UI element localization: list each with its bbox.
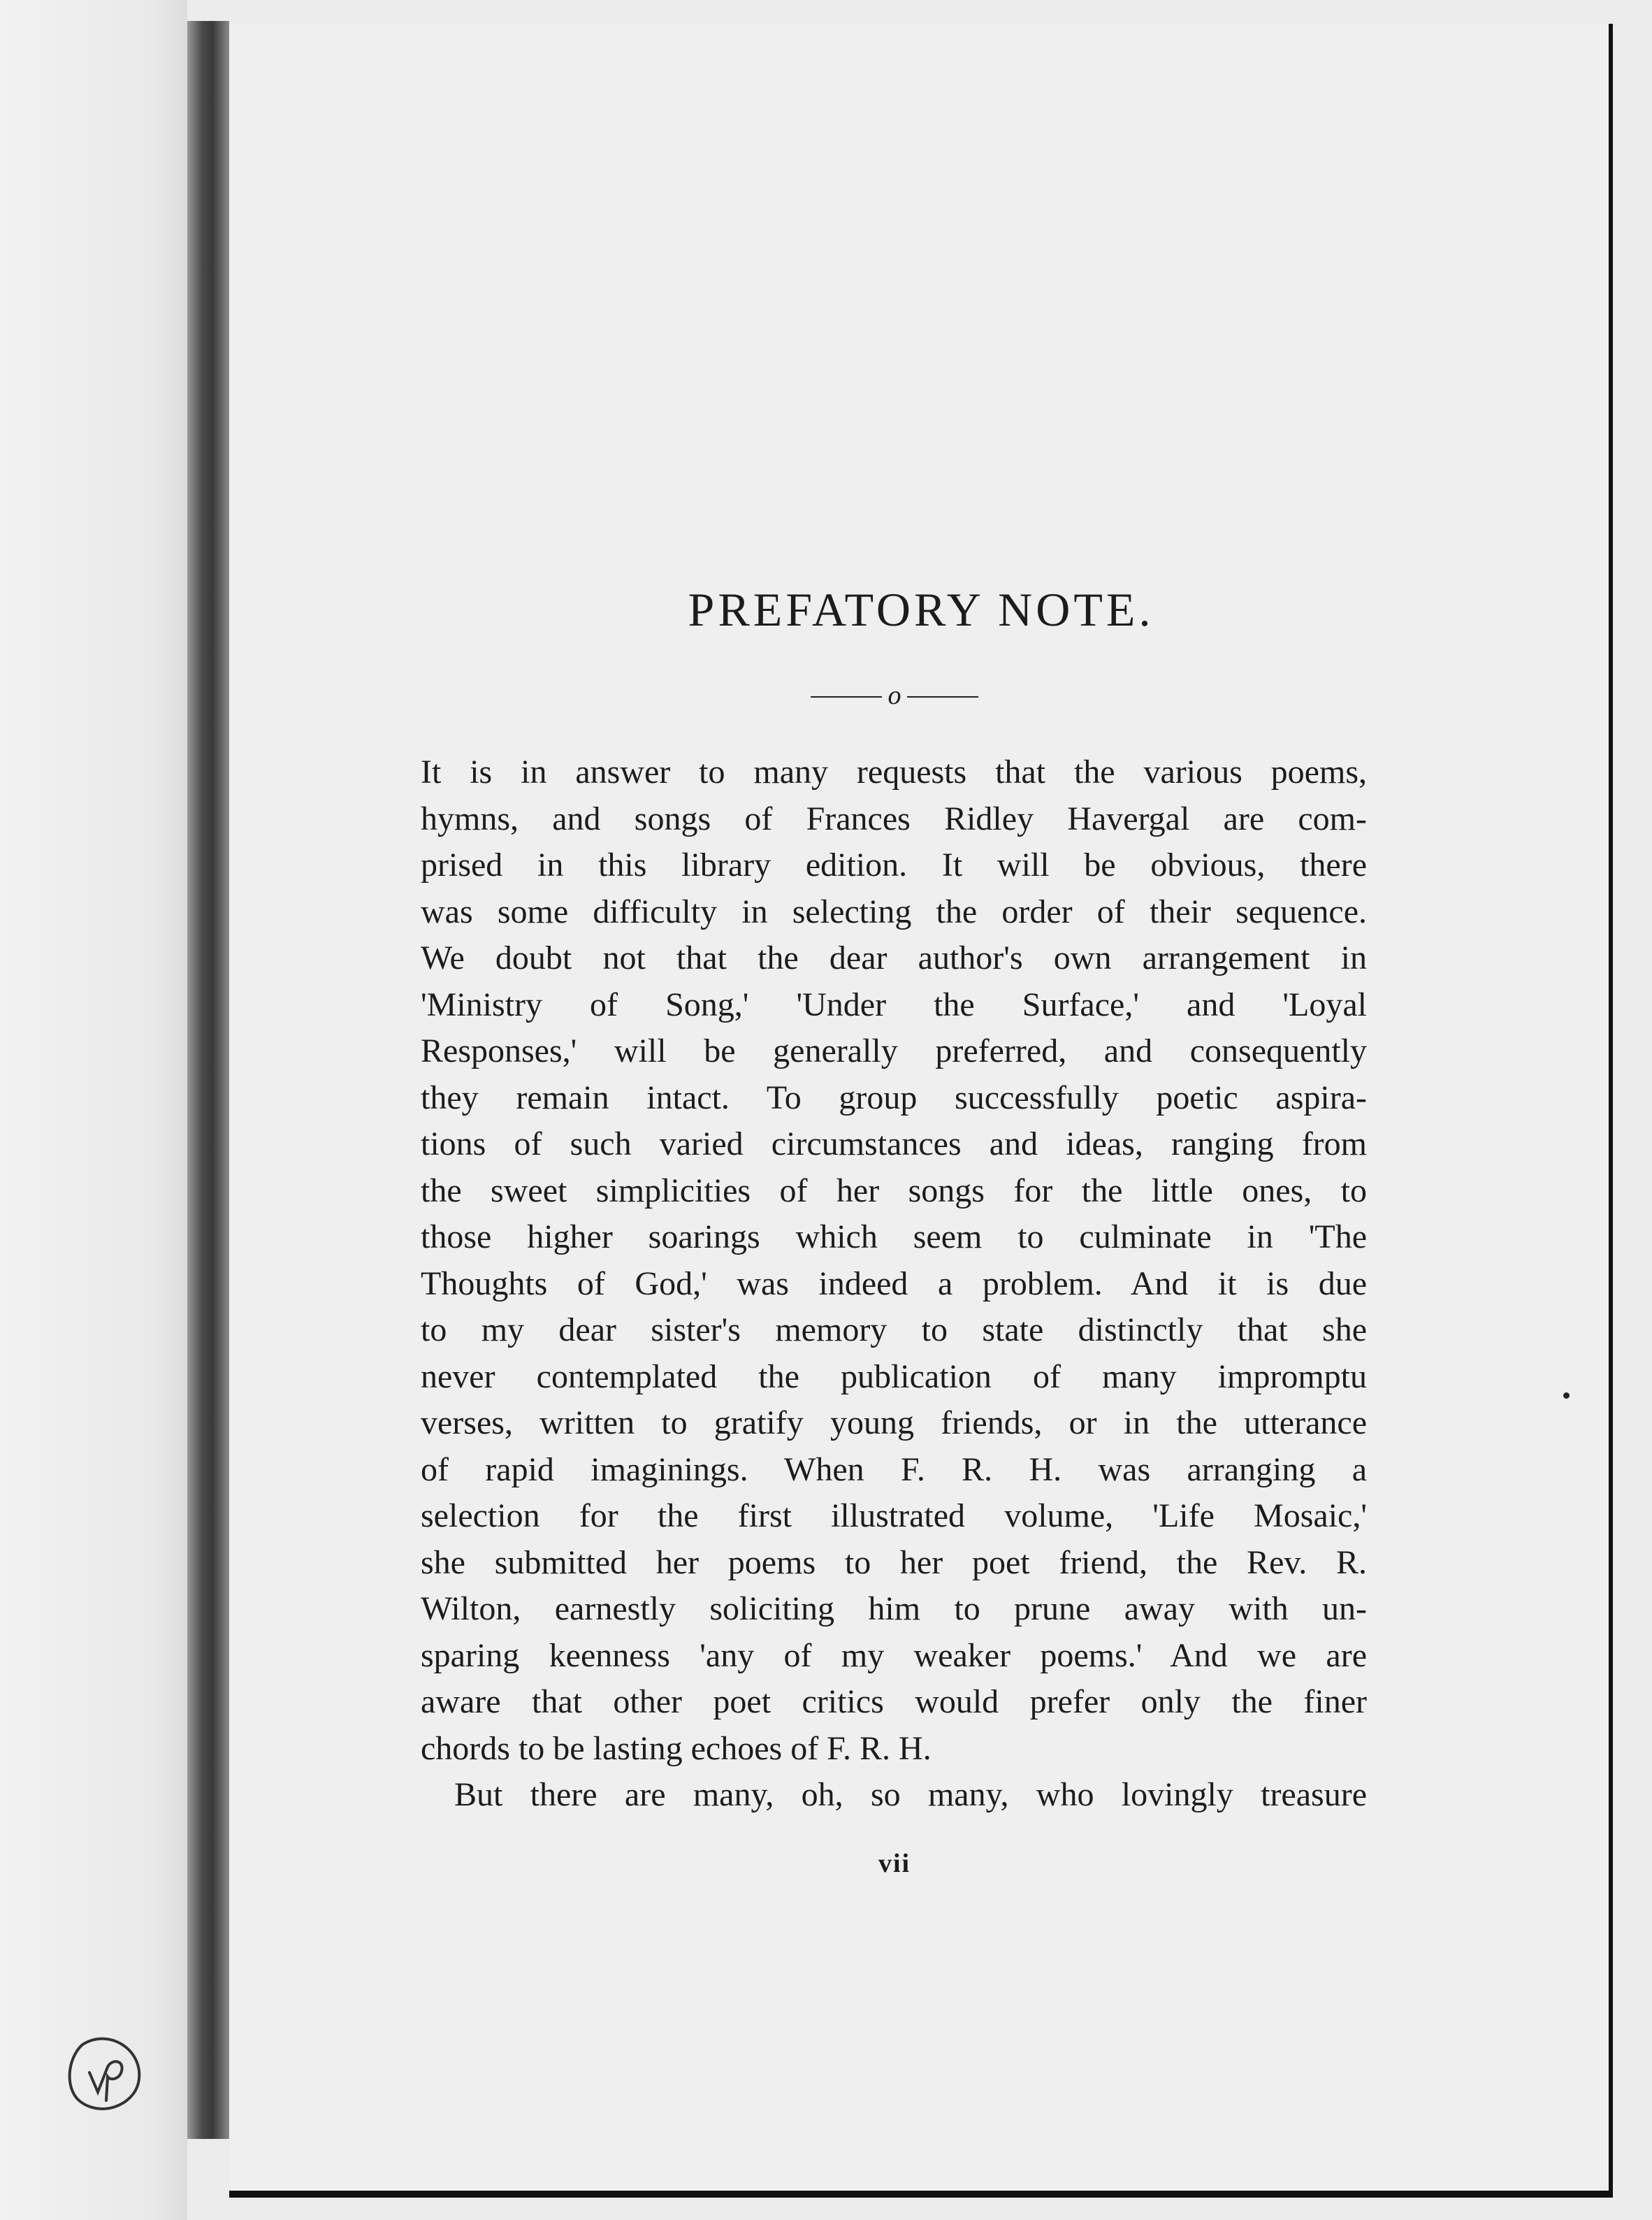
text-line: never contemplated the publication of many impromptu — [421, 1357, 1367, 1395]
text-line: prised in this library edition. It will be obvious, there — [421, 846, 1367, 884]
text-line: verses, written to gratify young friends, or in the utterance — [421, 1404, 1367, 1441]
text-line: she submitted her poems to her poet friend, the Rev. R. — [421, 1543, 1367, 1581]
text-line: the sweet simplicities of her songs for the little ones, to — [421, 1172, 1367, 1209]
ornament-rule-right — [907, 696, 978, 698]
text-line: sparing keenness 'any of my weaker poems.' And we are — [421, 1636, 1367, 1674]
text-line: But there are many, oh, so many, who lovingly treasure — [454, 1776, 1367, 1813]
text-line: Thoughts of God,' was indeed a problem. And it is due — [421, 1264, 1367, 1302]
ornament-rule-left — [811, 696, 882, 698]
left-page — [0, 0, 187, 2220]
text-line: We doubt not that the dear author's own arrangement in — [421, 939, 1367, 976]
page-title: PREFATORY NOTE. — [688, 583, 1154, 636]
text-line: It is in answer to many requests that the various poems, — [421, 754, 1367, 791]
ornament-letter: o — [887, 681, 901, 710]
text-line: was some difficulty in selecting the order of their sequence. — [421, 893, 1367, 930]
text-line: those higher soarings which seem to culminate in 'The — [421, 1218, 1367, 1255]
text-line: hymns, and songs of Frances Ridley Havergal are com- — [421, 800, 1367, 837]
text-line: 'Ministry of Song,' 'Under the Surface,' and 'Loyal — [421, 986, 1367, 1023]
library-stamp-icon — [61, 2031, 147, 2116]
text-line: Wilton, earnestly soliciting him to prune away with un- — [421, 1590, 1367, 1627]
book-gutter — [187, 21, 229, 2139]
title-ornament — [811, 682, 978, 709]
page-number: vii — [878, 1849, 911, 1878]
prefatory-text — [421, 749, 1367, 1819]
text-line: of rapid imaginings. When F. R. H. was arranging a — [421, 1450, 1367, 1488]
text-line: chords to be lasting echoes of F. R. H. — [421, 1729, 932, 1767]
text-line: aware that other poet critics would prefer only the finer — [421, 1683, 1367, 1720]
text-line: Responses,' will be generally preferred, and consequently — [421, 1032, 1367, 1069]
text-line: they remain intact. To group successfully poetic aspira- — [421, 1079, 1367, 1116]
text-line: selection for the first illustrated volume, 'Life Mosaic,' — [421, 1497, 1367, 1534]
scan-speck — [1563, 1392, 1570, 1399]
text-line: to my dear sister's memory to state distinctly that she — [421, 1311, 1367, 1348]
text-line: tions of such varied circumstances and ideas, ranging from — [421, 1125, 1367, 1162]
